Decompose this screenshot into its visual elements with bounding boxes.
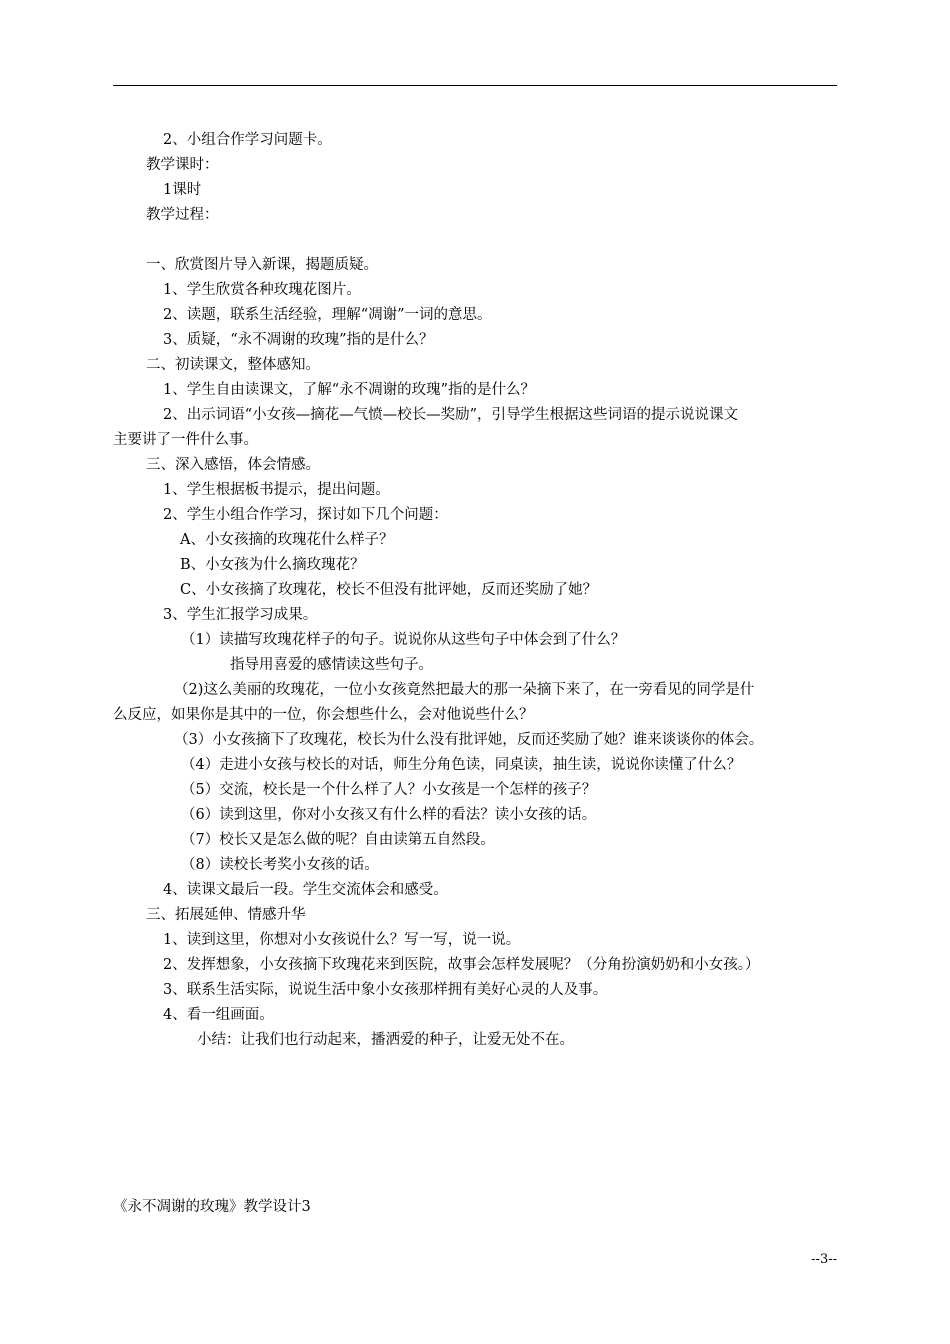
- text-line: （6）读到这里，你对小女孩又有什么样的看法？读小女孩的话。: [181, 807, 597, 823]
- text-line: 1、学生根据板书提示，提出问题。: [163, 482, 390, 498]
- text-line: 小结：让我们也行动起来，播洒爱的种子，让爱无处不在。: [197, 1032, 574, 1048]
- text-line: 三、深入感悟，体会情感。: [146, 457, 320, 473]
- text-line: 4、看一组画面。: [163, 1007, 274, 1023]
- text-line: 么反应，如果你是其中的一位，你会想些什么，会对他说些什么？: [113, 707, 534, 723]
- text-line: 2、小组合作学习问题卡。: [163, 132, 332, 148]
- text-line: 3、联系生活实际，说说生活中象小女孩那样拥有美好心灵的人及事。: [163, 982, 608, 998]
- text-line: （1）读描写玫瑰花样子的句子。说说你从这些句子中体会到了什么？: [181, 632, 626, 648]
- text-line: 2、出示词语“小女孩—摘花—气愤—校长—奖励”，引导学生根据这些词语的提示说说课文: [163, 407, 739, 423]
- text-line: B、小女孩为什么摘玫瑰花？: [180, 557, 365, 573]
- text-line: 主要讲了一件什么事。: [113, 432, 258, 448]
- text-line: 教学过程：: [146, 207, 219, 223]
- text-line: （8）读校长考奖小女孩的话。: [181, 857, 379, 873]
- text-line: 二、初读课文，整体感知。: [146, 357, 320, 373]
- text-line: 1、学生欣赏各种玫瑰花图片。: [163, 282, 361, 298]
- text-line: 2、学生小组合作学习，探讨如下几个问题：: [163, 507, 448, 523]
- text-line: （2)这么美丽的玫瑰花，一位小女孩竟然把最大的那一朵摘下来了，在一旁看见的同学是什: [174, 682, 755, 698]
- text-line: 1、读到这里，你想对小女孩说什么？写一写，说一说。: [163, 932, 521, 948]
- text-line: 指导用喜爱的感情读这些句子。: [230, 657, 433, 673]
- text-line: （4）走进小女孩与校长的对话，师生分角色读，同桌读，抽生读，说说你读懂了什么？: [181, 757, 742, 773]
- text-line: 教学课时：: [146, 157, 219, 173]
- text-line: 3、学生汇报学习成果。: [163, 607, 318, 623]
- text-line: 一、欣赏图片导入新课，揭题质疑。: [146, 257, 378, 273]
- text-line: 2、读题，联系生活经验，理解“凋谢”一词的意思。: [163, 307, 492, 323]
- text-line: 3、质疑，“永不凋谢的玫瑰”指的是什么？: [163, 332, 434, 348]
- page-number: --3--: [811, 1252, 837, 1267]
- document-footer-title: 《永不凋谢的玫瑰》教学设计3: [113, 1199, 311, 1215]
- text-line: A、小女孩摘的玫瑰花什么样子？: [180, 532, 394, 548]
- text-line: 4、读课文最后一段。学生交流体会和感受。: [163, 882, 448, 898]
- text-line: 1、学生自由读课文，了解“永不凋谢的玫瑰”指的是什么？: [163, 382, 536, 398]
- text-line: （5）交流，校长是一个什么样了人？小女孩是一个怎样的孩子？: [181, 782, 597, 798]
- text-line: C、小女孩摘了玫瑰花，校长不但没有批评她，反而还奖励了她？: [180, 582, 598, 598]
- text-line: （7）校长又是怎么做的呢？自由读第五自然段。: [181, 832, 495, 848]
- text-line: 1课时: [163, 182, 202, 198]
- header-rule: [113, 85, 837, 86]
- text-line: 三、拓展延伸、情感升华: [146, 907, 306, 923]
- text-line: 2、发挥想象，小女孩摘下玫瑰花来到医院，故事会怎样发展呢？（分角扮演奶奶和小女孩。）: [163, 957, 760, 973]
- text-line: （3）小女孩摘下了玫瑰花，校长为什么没有批评她，反而还奖励了她？谁来谈谈你的体会。: [174, 732, 764, 748]
